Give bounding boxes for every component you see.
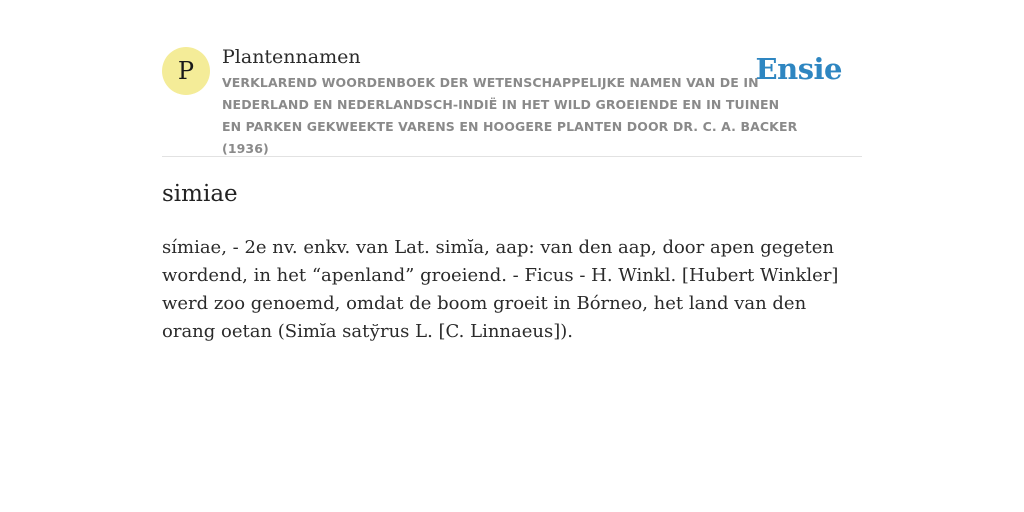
- entry-definition: símiae, - 2e nv. enkv. van Lat. simĭa, aap: van den aap, door apen gegeten wordend, in het “apenland” groeiend. - Ficus - H. Winkl. [Hubert Winkler] werd zoo genoemd, omdat de boom groeit in Bórneo, het land van den orang oetan (Simĭa satўrus L. [C. Linnaeus]).: [162, 237, 839, 342]
- book-title[interactable]: Plantennamen: [222, 46, 361, 68]
- book-subtitle: VERKLAREND WOORDENBOEK DER WETENSCHAPPELIJKE NAMEN VAN DE IN NEDERLAND EN NEDERLANDSCH-INDIË IN HET WILD GROEIENDE EN IN TUINEN EN PARKEN GEKWEEKTE VARENS EN HOOGERE PLANTEN DOOR DR. C. A. BACKER (1936): [222, 75, 798, 156]
- book-avatar[interactable]: P: [162, 47, 210, 95]
- page-container: [162, 0, 862, 342]
- entry-headword: simiae: [162, 181, 238, 207]
- book-header: [162, 0, 862, 157]
- ensie-logo-link[interactable]: Ensie: [755, 52, 842, 86]
